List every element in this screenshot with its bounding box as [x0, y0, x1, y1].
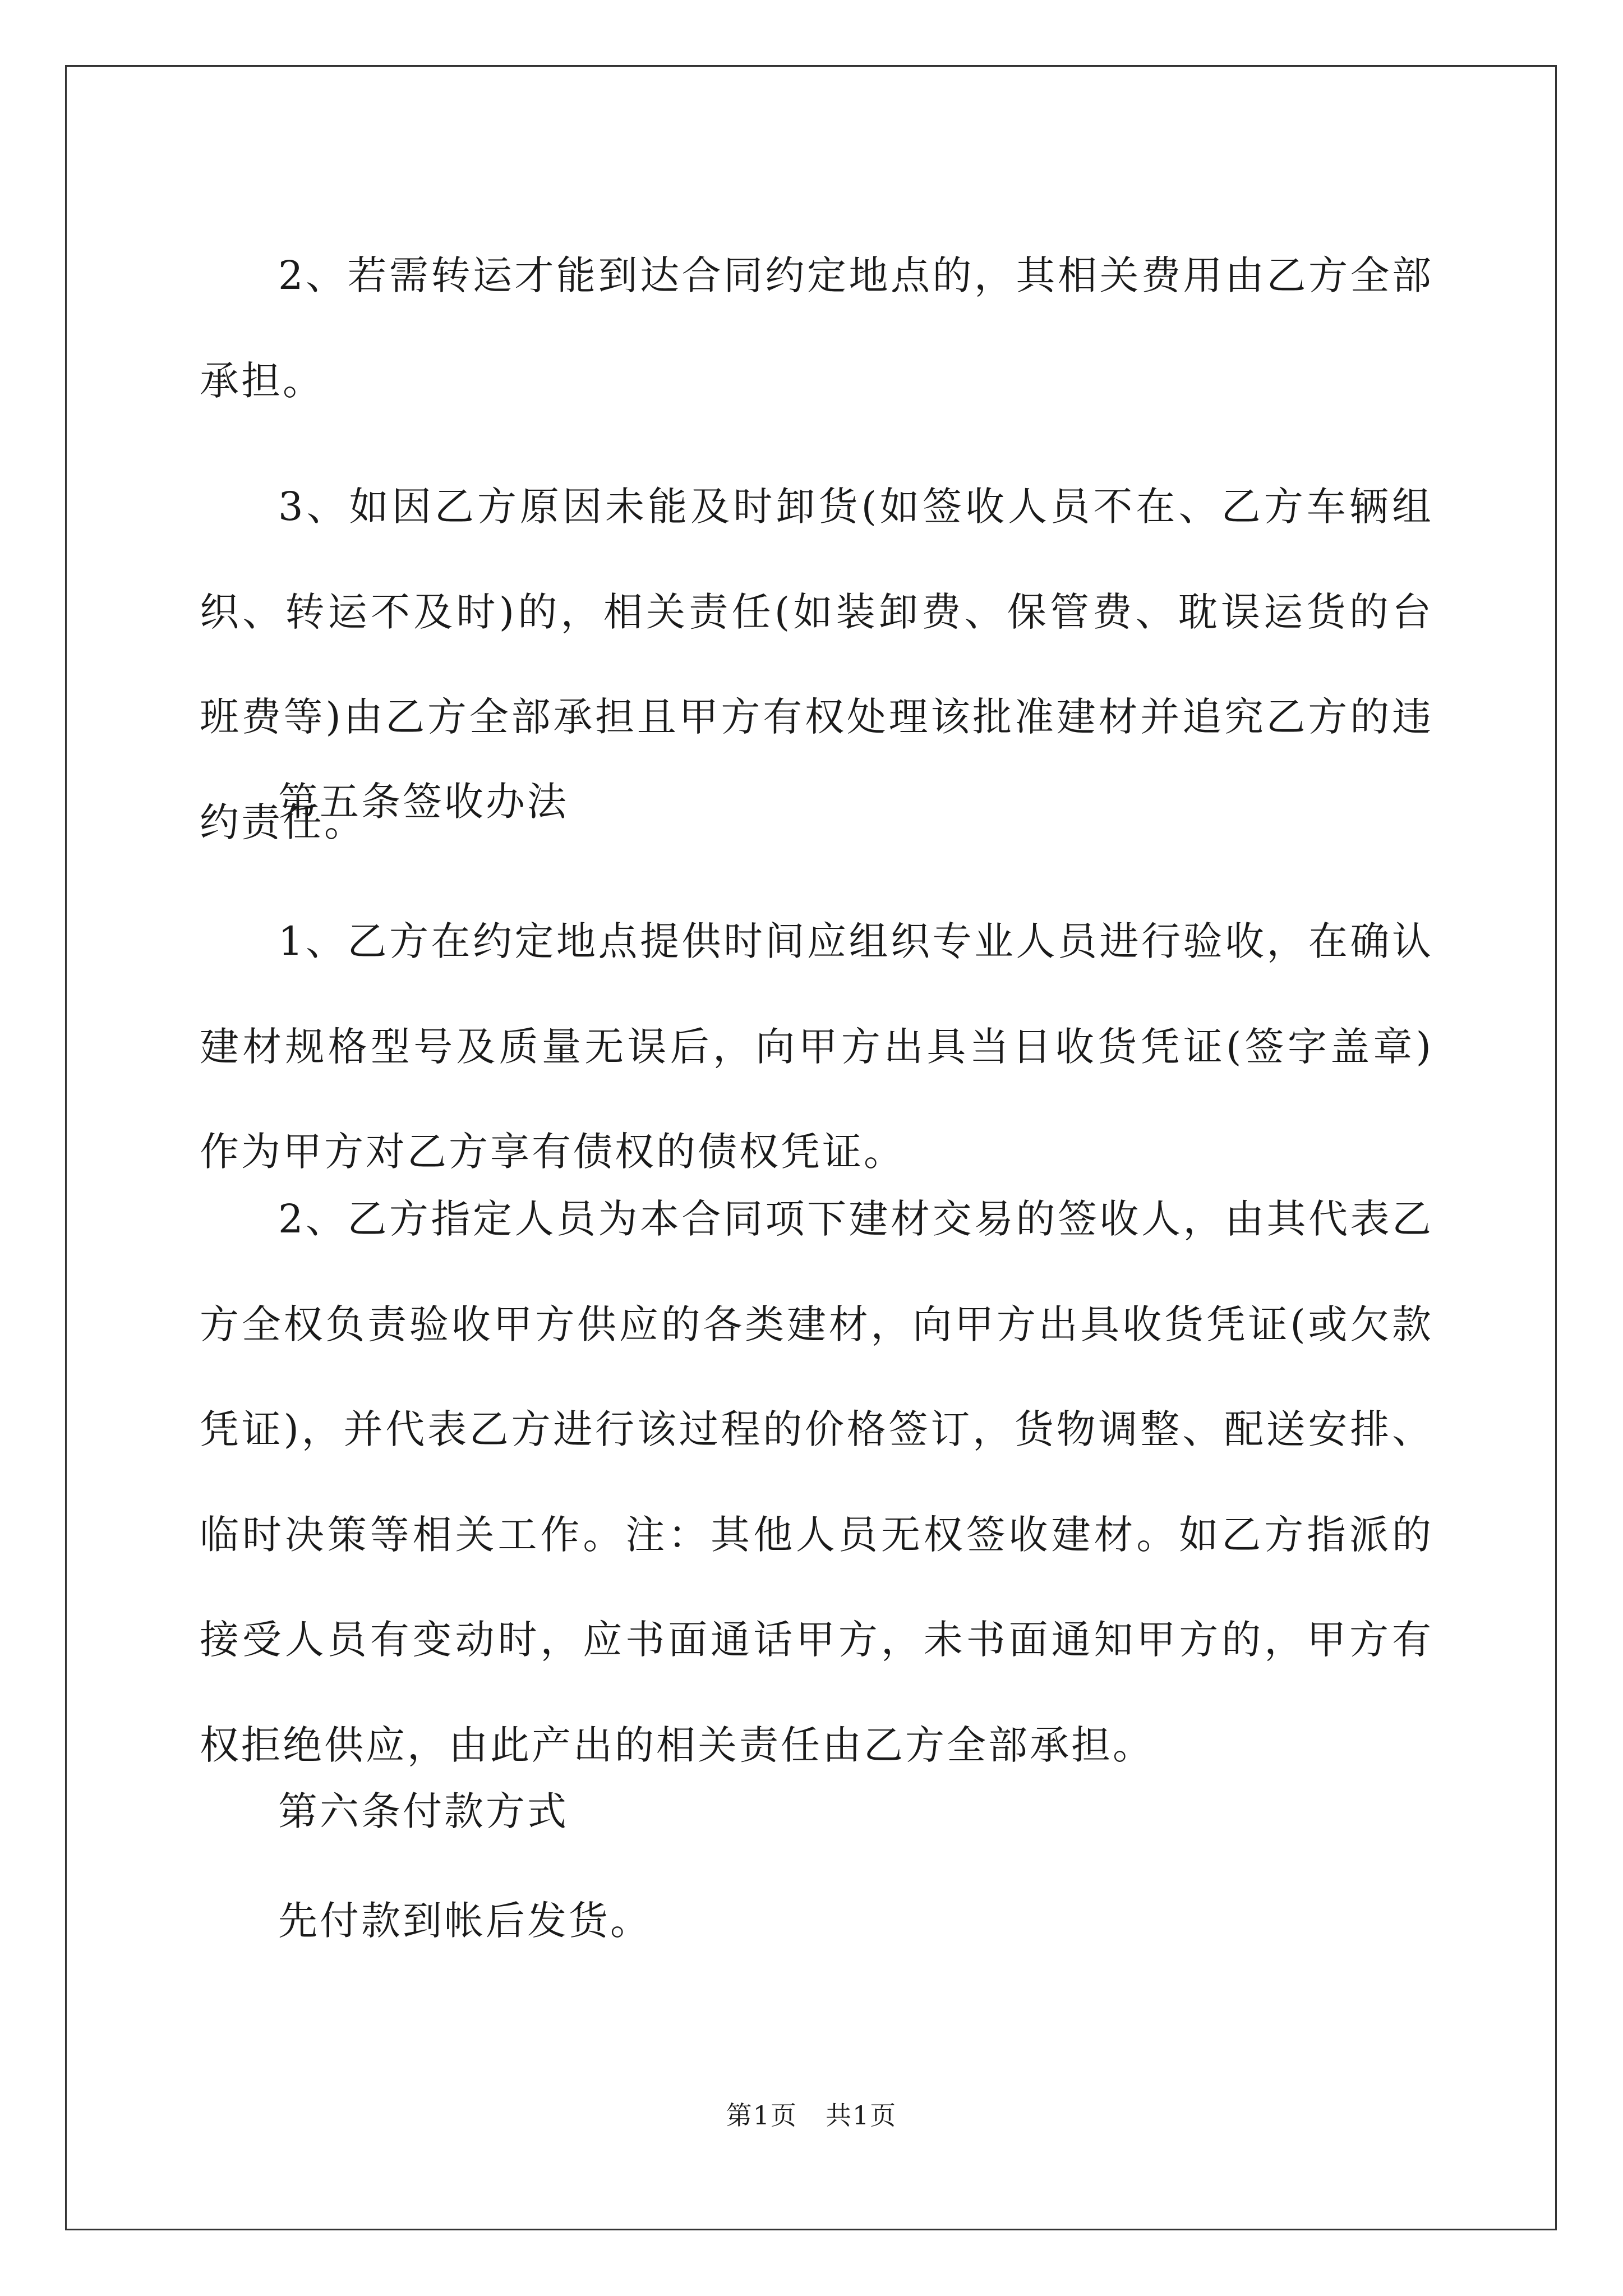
paragraph-transfer-cost: [200, 223, 1433, 434]
heading-text: 第五条签收办法: [278, 779, 569, 825]
page-number: 第1页: [726, 2100, 797, 2131]
section-heading-article-5: [200, 774, 1433, 829]
paragraph-text: 1、乙方在约定地点提供时间应组织专业人员进行验收，在确认建材规格型号及质量无误后，向甲方出具当日收货凭证(签字盖章)作为甲方对乙方享有债权的债权凭证。: [200, 918, 1433, 1175]
page-total: 共1页: [826, 2100, 897, 2131]
page-footer: [0, 2095, 1623, 2132]
paragraph-payment-terms: [200, 1893, 1433, 1948]
paragraph-designated-signer: [200, 1167, 1433, 1798]
heading-text: 第六条付款方式: [278, 1788, 569, 1834]
paragraph-text: 2、乙方指定人员为本合同项下建材交易的签收人，由其代表乙方全权负责验收甲方供应的各类建材，向甲方出具收货凭证(或欠款凭证)，并代表乙方进行该过程的价格签订，货物调整、配送安排、临时决策等相关工作。注：其他人员无权签收建材。如乙方指派的接受人员有变动时，应书面通话甲方，未书面通知甲方的，甲方有权拒绝供应，由此产出的相关责任由乙方全部承担。: [200, 1196, 1433, 1768]
paragraph-acceptance: [200, 889, 1433, 1205]
paragraph-text: 2、若需转运才能到达合同约定地点的，其相关费用由乙方全部承担。: [200, 252, 1433, 404]
paragraph-text: 先付款到帐后发货。: [278, 1898, 652, 1944]
paragraph-text: 3、如因乙方原因未能及时卸货(如签收人员不在、乙方车辆组织、转运不及时)的，相关责任(如装卸费、保管费、耽误运货的台班费等)由乙方全部承担且甲方有权处理该批准建材并追究乙方的违约责任。: [200, 484, 1433, 845]
section-heading-article-6: [200, 1784, 1433, 1839]
